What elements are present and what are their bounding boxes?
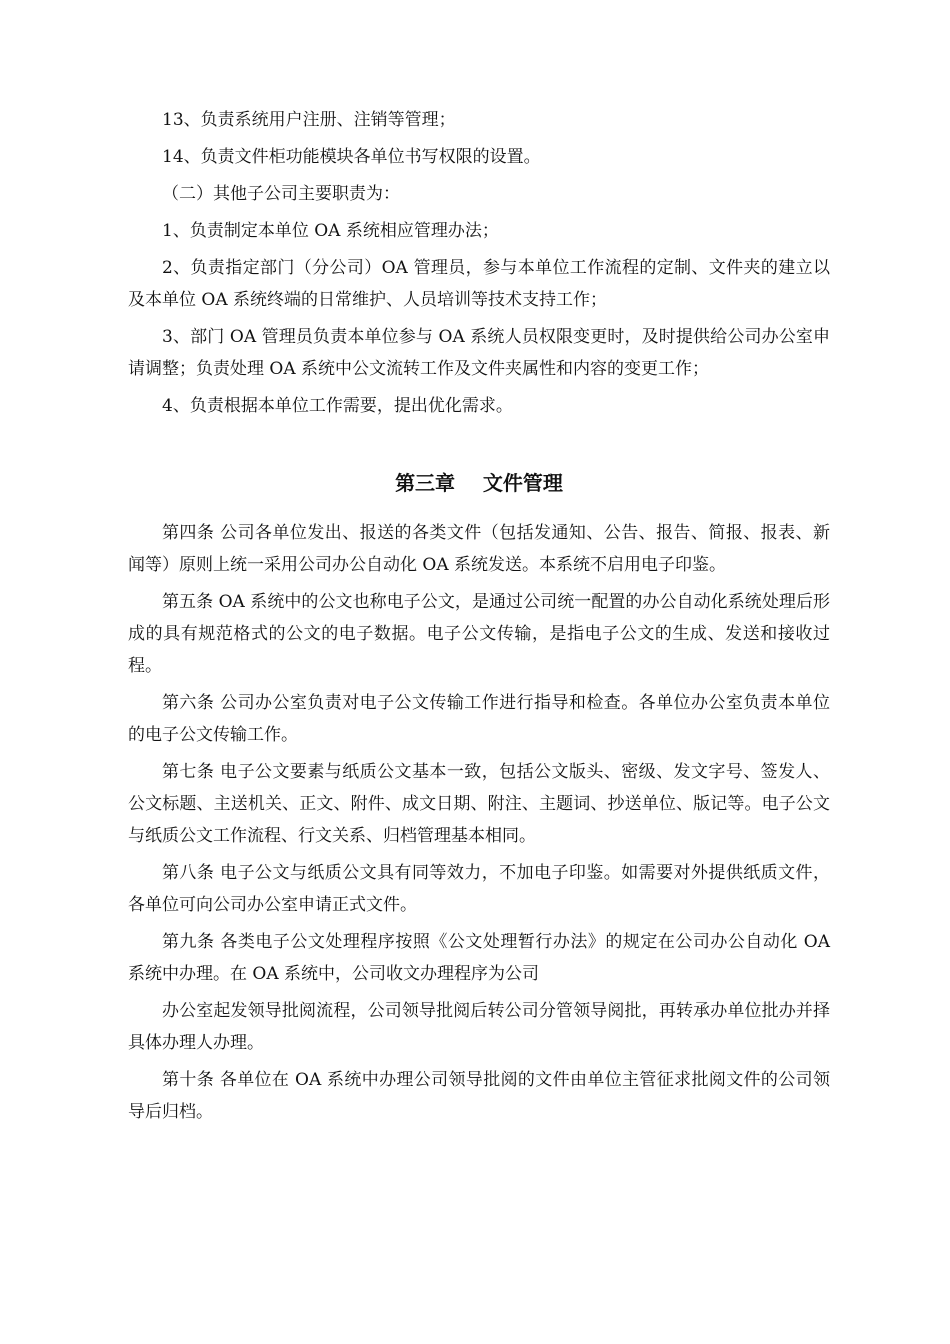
article-4: 第四条 公司各单位发出、报送的各类文件（包括发通知、公告、报告、简报、报表、新闻等）原则上统一采用公司办公自动化 OA 系统发送。本系统不启用电子印鉴。 [128,523,830,575]
subsidiary-duty-4: 4、负责根据本单位工作需要，提出优化需求。 [162,396,513,416]
article-8: 第八条 电子公文与纸质公文具有同等效力，不加电子印鉴。如需要对外提供纸质文件，各单位可向公司办公室申请正式文件。 [128,863,830,915]
article-9-continuation: 办公室起发领导批阅流程，公司领导批阅后转公司分管领导阅批，再转承办单位批办并择具体办理人办理。 [128,1001,830,1053]
article-10: 第十条 各单位在 OA 系统中办理公司领导批阅的文件由单位主管征求批阅文件的公司领导后归档。 [128,1070,830,1122]
duty-item-14: 14、负责文件柜功能模块各单位书写权限的设置。 [162,147,541,167]
subsidiary-duties-heading: （二）其他子公司主要职责为： [162,184,400,204]
article-7: 第七条 电子公文要素与纸质公文基本一致，包括公文版头、密级、发文字号、签发人、公文标题、主送机关、正文、附件、成文日期、附注、主题词、抄送单位、版记等。电子公文与纸质公文工作流程、行文关系、归档管理基本相同。 [128,762,830,846]
chapter-title: 第三章 文件管理 [395,471,563,495]
subsidiary-duty-1: 1、负责制定本单位 OA 系统相应管理办法； [162,221,499,241]
document-page [128,104,830,1133]
article-6: 第六条 公司办公室负责对电子公文传输工作进行指导和检查。各单位办公室负责本单位的电子公文传输工作。 [128,693,830,745]
subsidiary-duty-3: 3、部门 OA 管理员负责本单位参与 OA 系统人员权限变更时，及时提供给公司办公室申请调整；负责处理 OA 系统中公文流转工作及文件夹属性和内容的变更工作； [128,327,830,379]
article-9: 第九条 各类电子公文处理程序按照《公文处理暂行办法》的规定在公司办公自动化 OA 系统中办理。在 OA 系统中，公司收文办理程序为公司 [128,932,830,984]
subsidiary-duty-2: 2、负责指定部门（分公司）OA 管理员，参与本单位工作流程的定制、文件夹的建立以及本单位 OA 系统终端的日常维护、人员培训等技术支持工作； [128,258,830,310]
article-5: 第五条 OA 系统中的公文也称电子公文，是通过公司统一配置的办公自动化系统处理后形成的具有规范格式的公文的电子数据。电子公文传输，是指电子公文的生成、发送和接收过程。 [128,592,830,676]
duty-item-13: 13、负责系统用户注册、注销等管理； [162,110,456,130]
